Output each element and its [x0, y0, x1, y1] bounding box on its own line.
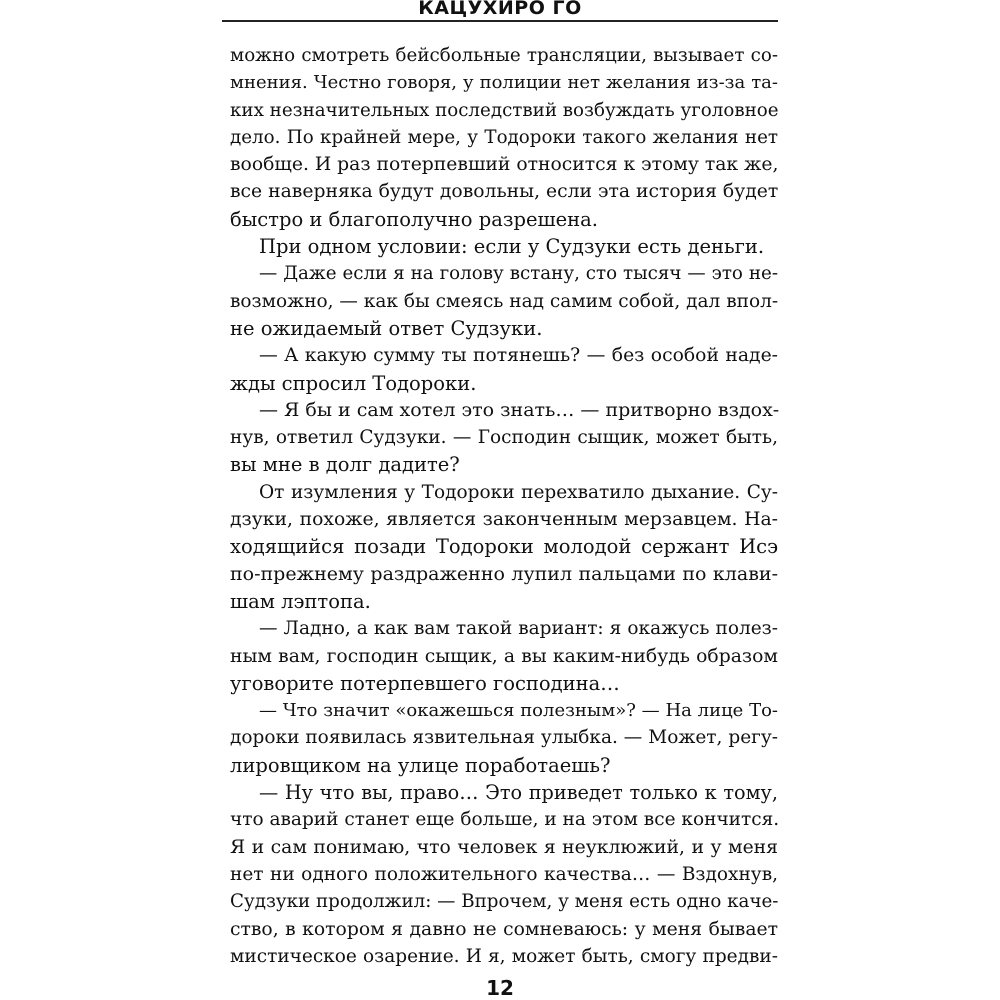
- text-line: вы мне в долг дадите?: [230, 453, 460, 477]
- text-line: жды спросил Тодороки.: [230, 371, 477, 395]
- text-line: ство, в котором я давно не сомневаюсь: у меня бывает: [230, 918, 778, 940]
- page-body: [230, 42, 778, 970]
- text-line: — Даже если я на голову встану, сто тысяч — это не-: [259, 263, 778, 285]
- page-number: 12: [486, 976, 514, 1000]
- text-line: можно смотреть бейсбольные трансляции, вызывает со-: [230, 45, 778, 66]
- text-line: нет ни одного положительного качества… — Вздохнув,: [230, 863, 778, 885]
- text-line: что аварий станет еще больше, и на этом все кончится.: [230, 809, 780, 831]
- text-line: — Ладно, а как вам такой вариант: я окажусь полез-: [259, 618, 778, 640]
- text-line: мистическое озарение. И я, может быть, смогу предви-: [230, 945, 778, 967]
- text-line: шам лэптопа.: [230, 589, 371, 613]
- text-line: От изумления у Тодороки перехватило дыхание. Су-: [259, 481, 778, 503]
- text-line: При одном условии: если у Судзуки есть деньги.: [259, 235, 765, 259]
- text-line: по-прежнему раздраженно лупил пальцами по клави-: [230, 562, 778, 585]
- text-line: нув, ответил Судзуки. — Господин сыщик, может быть,: [230, 427, 778, 449]
- running-head: КАЦУХИРО ГО: [418, 0, 582, 19]
- text-line: — Что значит «окажешься полезным»? — На лице То-: [259, 700, 778, 722]
- text-line: Я и сам понимаю, что человек я неуклюжий, и у меня: [230, 836, 778, 858]
- text-line: ких незначительных последствий возбуждать уголовное: [230, 99, 779, 121]
- text-line: — Я бы и сам хотел это знать… — притворно вздох-: [259, 398, 780, 421]
- text-line: — Ну что вы, право… Это приведет только к тому,: [259, 781, 778, 805]
- text-line: не ожидаемый ответ Судзуки.: [230, 316, 543, 340]
- text-line: быстро и благополучно разрешена.: [230, 207, 598, 231]
- text-line: лировщиком на улице поработаешь?: [230, 753, 611, 777]
- text-line: вообще. И раз потерпевший относится к этому так же,: [230, 154, 779, 176]
- text-line: ным вам, господин сыщик, а вы каким-нибудь образом: [230, 645, 778, 667]
- text-line: возможно, — как бы смеясь над самим собой, дал впол-: [230, 290, 779, 312]
- text-line: ходящийся позади Тодороки молодой сержант Исэ: [230, 535, 778, 559]
- text-line: дороки появилась язвительная улыбка. — Может, регу-: [230, 727, 778, 749]
- text-line: дело. По крайней мере, у Тодороки такого желания нет: [230, 126, 778, 148]
- text-line: дзуки, похоже, является законченным мерзавцем. На-: [230, 509, 778, 531]
- header-rule: [222, 20, 778, 22]
- text-line: уговорите потерпевшего господина…: [230, 671, 620, 695]
- text-line: все наверняка будут довольны, если эта история будет: [230, 181, 779, 203]
- text-line: Судзуки продолжил: — Впрочем, у меня есть одно каче-: [230, 891, 779, 913]
- text-line: мнения. Честно говоря, у полиции нет желания из-за та-: [230, 72, 778, 94]
- text-line: — А какую сумму ты потянешь? — без особой наде-: [259, 345, 778, 367]
